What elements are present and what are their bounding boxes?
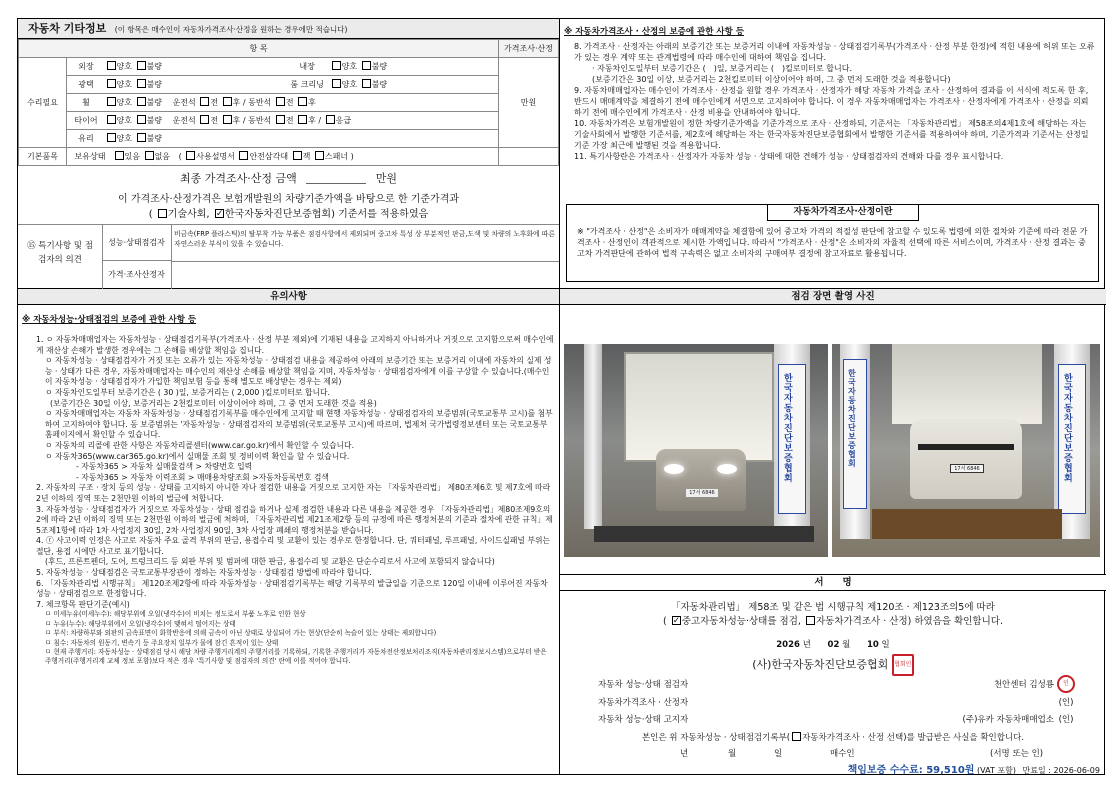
issue-date: 2026 년 02 월 10 일 <box>776 640 890 650</box>
definition-box <box>566 204 1099 282</box>
checkbox[interactable] <box>223 97 232 106</box>
photo-plate: 17서 6846 <box>950 464 984 473</box>
checkbox[interactable] <box>137 115 146 124</box>
checkbox[interactable] <box>332 61 341 70</box>
group-basic: 기본품목 <box>19 148 67 166</box>
box-text: ※ "가격조사 · 산정"은 소비자가 매매계약을 체결함에 있어 중고차 가격의 적절성 판단에 참고할 수 있도록 법령에 의한 절차와 기준에 따라 전문 가격조사 · 산정인이 객관적으로 제시한 가액입니다. 따라서 "가격조사 · 산정"은 소비자의 자율적 선택에 따른 서비스이며, 가격조사 · 산정 결과는 중고차 가격판단에 관하여 법적 구속력은 없고 소비자의 구매여부 결정에 참고자료로 활용됩니다. <box>577 227 1088 258</box>
checkbox[interactable] <box>298 115 307 124</box>
org-seal: 협회인 <box>892 654 914 676</box>
special-label: ⑮ 특기사항 및 점검자의 의견 <box>27 241 93 265</box>
law-line: 「자동차관리법」 제58조 및 같은 법 시행규칙 제120조 · 제123조의5에 따라 <box>671 602 995 613</box>
option-table: 항 목 가격조사·산정 수리필요 외장 양호 불량 내장 양호 불량 만원 광택 양호 불량 룸 크리닝 양호 불량 휠 양호 불량 운전석 전 후 / 동반석 전 후 타이어 양호 불량 운전석 전 후 / 동반석 전 후 / 응급 유리 양호 불량 기본품목 보유상태 있음 없음 ( 사용설명서 안전삼각대 잭 스패너 ) <box>18 39 559 166</box>
section-note: (이 항목은 매수인이 자동차가격조사·산정을 원하는 경우에만 적습니다) <box>114 25 348 34</box>
checkbox[interactable] <box>239 151 248 160</box>
price-inspector-label: 가격·조사산정자 <box>102 261 172 289</box>
checkbox[interactable] <box>137 97 146 106</box>
signature-header: 서 명 <box>560 575 1106 591</box>
price-guarantee-section: ※ 자동차가격조사 · 산정의 보증에 관한 사항 등 8. 가격조사 · 산정자는 아래의 보증기간 또는 보증거리 이내에 자동차성능 · 상태점검기록부(가격조사 · 산정 부분 한정)에 적힌 내용에 허위 또는 오류가 있는 경우 계약 또는 관계법령에 따라 매수인에 대하여 책임을 집니다. · 자동차인도일부터 보증기간은 ( )일, 보증거리는 ( )킬로미터로 합니다. (보증기간은 30일 이상, 보증거리는 2천킬로미터 이상이어야 하며, 그 중 먼저 도래한 것을 적용합니다) 9. 자동차매매업자는 매수인이 가격조사 · 산정을 원할 경우 가격조사 · 산정자가 해당 자동차 가격을 조사 · 산정하여 결과를 이 서식에 적도록 한 후, 반드시 매매계약을 체결하기 전에 매수인에게 서면으로 고지하여야 합니다. 이 경우 자동차매매업자는 가격조사 · 산정자에게 가격조사 · 산정을 의뢰하기 전에 매수인에게 가격조사 · 산정 비용을 안내하여야 합니다. 10. 자동차가격은 보험개발원이 정한 차량기준가액을 기준가격으로 조사 · 산정하되, 기준서는 「자동차관리법」 제58조의4제1호에 해당하는 자는 기술사회에서 발행한 기준서를, 제2호에 해당하는 자는 한국자동차진단보증협회에서 발행한 기준서를 적용하여야 하며, 기준가격과 기준서는 산정일 기준 가장 최근에 발행된 것을 적용합니다. 11. 특기사항란은 가격조사 · 산정자가 자동차 성능 · 상태에 대한 견해가 성능 · 상태점검자의 견해와 다를 경우 표시합니다. 자동차가격조사·산정이란 ※ "가격조사 · 산정"은 소비자가 매매계약을 체결함에 있어 중고차 가격의 적절성 판단에 참고할 수 있도록 법령에 의한 절차와 기준에 따라 전문 가격조사 · 산정인이 객관적으로 제시한 가액입니다. 따라서 "가격조사 · 산정"은 소비자의 자율적 선택에 따른 서비스이며, 가격조사 · 산정 결과는 중고차 가격판단에 관하여 법적 구속력은 없고 소비자의 구매여부 결정에 참고자료로 활용됩니다. <box>560 19 1106 288</box>
checkbox[interactable] <box>107 79 116 88</box>
checkbox[interactable] <box>200 97 209 106</box>
checkbox[interactable] <box>158 209 167 218</box>
final-price-line: 최종 가격조사·산정 금액 만원 <box>179 172 397 185</box>
vehicle-other-info <box>18 19 559 288</box>
receipt-line: 본인은 위 자동차성능 · 상태점검기록부( 자동차가격조사 · 산정 선택)를 발급받은 사실을 확인합니다. <box>641 733 1025 743</box>
checkbox[interactable] <box>223 115 232 124</box>
photo-plate: 17서 6846 <box>686 489 718 497</box>
checkbox[interactable] <box>137 79 146 88</box>
checkbox[interactable] <box>107 61 116 70</box>
checkbox[interactable] <box>276 115 285 124</box>
checkbox[interactable] <box>137 61 146 70</box>
checkbox[interactable] <box>200 115 209 124</box>
notes-title: ※ 자동차성능·상태점검의 보증에 관한 사항 등 <box>22 315 197 325</box>
col-price: 가격조사·산정 <box>499 40 559 58</box>
fee-line: 책임보증 수수료: 59,510원 (VAT 포함) 만료일 : 2026-06-09 <box>847 765 1100 776</box>
inspection-photo-rear <box>832 344 1100 557</box>
checkbox[interactable] <box>107 97 116 106</box>
photo-section <box>560 289 1106 574</box>
checkbox-checked[interactable] <box>215 209 224 218</box>
group-repair: 수리필요 <box>19 58 67 148</box>
checkbox[interactable] <box>362 79 371 88</box>
basis-text: 이 가격조사·산정가격은 보험개발원의 차량기준가액을 바탕으로 한 기준가격과 ( 기술사회, ✓ 한국자동차진단보증협회) 기준서를 적용하였음 <box>18 192 559 222</box>
perf-text: 비금속(FRP 플라스틱)의 탈부착 가능 부품은 점검사항에서 제외되며 중고차 특성 상 부분적인 판금,도색 및 차량의 노후화에 따른 자연스러운 부식이 있을 수 있습니다. <box>174 230 555 248</box>
checkbox[interactable] <box>326 115 335 124</box>
notes-header: 유의사항 <box>18 289 559 305</box>
section-title: ※ 자동차가격조사 · 산정의 보증에 관한 사항 등 <box>564 27 745 37</box>
photo-sign: 한국자동차진단보증협회 <box>848 369 856 468</box>
checkbox[interactable] <box>107 115 116 124</box>
section-title: 자동차 기타정보 <box>28 22 107 35</box>
notes-section: 유의사항 ※ 자동차성능·상태점검의 보증에 관한 사항 등 1. ㅇ 자동차매매업자는 자동차성능 · 상태점검기록부(가격조사 · 산정 부분 제외)에 기재된 내용을 고지하지 아니하거나 거짓으로 고지함으로써 매수인에게 재산상 손해가 발생한 경우에는 그 손해를 배상할 책임을 집니다. ㅇ 자동차성능 · 상태점검자가 거짓 또는 오류가 있는 자동차성능 · 상태점검 내용을 제공하여 아래의 보증기간 또는 보증거리 이내에 자동차의 실제 성능 · 상태가 다른 경우, 자동차매매업자는 매수인의 재산상 손해를 배상할 책임을 지며, 자동차성능 · 상태점검자에게 이를 구상할 수 있습니다.(매수인이 자동차성능 · 상태점검자가 가입한 책임보험 등을 통해 별도로 배상받는 경우는 제외) ㅇ 자동차인도일부터 보증기간은 ( 30 )일, 보증거리는 ( 2,000 )킬로미터로 합니다. (보증기간은 30일 이상, 보증거리는 2천킬로미터 이상이어야 하며, 그 중 먼저 도래한 것을 적용) ㅇ 자동차매매업자는 자동차 자동차성능 · 상태점검기록부를 매수인에게 고지할 때 현행 자동차성능 · 상태점검자의 보증범위(국토교통부 고시)를 첨부하여 고지하여야 합니다. 동 보증범위는 '자동차성능 · 상태점검자의 보증범위(국토교통부 고시)에 따르며, 법제처 국가법령정보센터 또는 국토교통부 홈페이지에서 확인할 수 있습니다. ㅇ 자동차의 리콜에 관한 사항은 자동차리콜센터(www.car.go.kr)에서 확인할 수 있습니다. ㅇ 자동차365(www.car365.go.kr)에서 실매물 조회 및 정비이력 확인을 할 수 있습니다. - 자동차365 > 자동차 실매물검색 > 차량번호 입력 - 자동차365 > 자동차 이력조회 > 매매용차량조회 >자동차등록번호 검색 2. 자동차의 구조 · 장치 등의 성능 · 상태를 고지하지 아니한 자나 점검한 내용을 거짓으로 고지한 자는 「자동차관리법」 제80조제6호 및 제7호에 따라 2년 이하의 징역 또는 2천만원 이하의 벌금에 처합니다. 3. 자동차성능 · 상태점검자가 거짓으로 자동차성능 · 상태 점검을 하거나 실제 점검한 내용과 다른 내용을 제공한 경우 「자동차관리법」제80조제9호의2에 따라 2년 이하의 징역 또는 2천만원 이하의 벌금에 처하며, 「자동차관리법 제21조제2항 등의 규정에 따른 행정처분의 기준과 절차에 관한 규칙」제5조제1항에 따라 1차 사업정지 30일, 2차 사업정지 90일, 3차 사업장 폐쇄의 행정처분을 받습니다. 4. ⓡ 사고이력 인정은 사고로 자동차 주요 골격 부위의 판금, 용접수리 및 교환이 있는 경우로 한정합니다. 단, 쿼터패널, 루프패널, 사이드실패널 부위는 절단, 용접 시에만 사고로 표기합니다. (후드, 프론트펜더, 도어, 트렁크리드 등 외판 부위 및 범퍼에 대한 판금, 용접수리 및 교환은 단순수리로서 사고에 포함되지 않습니다) 5. 자동차성능 · 상태점검은 국토교통부장관이 정하는 자동차성능 · 상태점검 방법에 따라야 합니다. 6. 「자동차관리법 시행규칙」 제120조제2항에 따라 자동차성능 · 상태점검기록부는 해당 기록부의 발급일을 기준으로 120일 이내에 이루어진 자동차 성능 · 상태점검으로 한정합니다. 7. 체크항목 판단기준(예시) ㅁ 미세누유(미세누수): 해당부위에 오일(냉각수)이 비치는 정도로서 부품 노후로 인한 현상 ㅁ 누유(누수): 해당부위에서 오일(냉각수)이 맺혀서 떨어지는 상태 ㅁ 부식: 차량하부와 외판의 금속표면이 화학반응에 의해 금속이 아닌 상태로 상실되어 가는 현상(단순히 녹슬어 있는 상태는 제외합니다) ㅁ 침수: 자동차의 원동기, 변속기 등 주요장치 일부가 물에 잠긴 흔적이 있는 상태 ㅁ 현재 주행거리: 자동차성능 · 상태점검 당시 해당 차량 주행거리계의 주행거리를 기록하되, 기록한 주행거리가 자동차전산정보처리조직(자동차관리정보시스템)으로부터 받은 주행거리(주행거리계 교체 정보 포함)보다 적은 경우 '특기사항 및 점검자의 의견' 란에 이를 적어야 합니다. <box>18 289 559 776</box>
checkbox[interactable] <box>137 133 146 142</box>
checkbox[interactable] <box>315 151 324 160</box>
photo-header: 점검 장면 촬영 사진 <box>560 289 1106 305</box>
checkbox[interactable] <box>298 97 307 106</box>
checkbox[interactable] <box>806 616 815 625</box>
checkbox[interactable] <box>362 61 371 70</box>
photo-sign: 한국자동차진단보증협회 <box>1064 374 1073 484</box>
checkbox[interactable] <box>293 151 302 160</box>
checkbox-checked[interactable] <box>672 616 681 625</box>
price-unit: 만원 <box>499 58 559 148</box>
inspector-seal: 인 <box>1057 675 1075 693</box>
signer-table: 자동차 성능·상태 점검자 천안센터 김성룡 인 자동차가격조사 · 산정자 (인) 자동차 성능·상태 고지자 (주)유카 자동차매매업소 (인) <box>598 675 1078 727</box>
inspection-photo-front <box>564 344 828 557</box>
checkbox[interactable] <box>145 151 154 160</box>
issuer-org: (사)한국자동차진단보증협회 협회인 <box>560 654 1106 676</box>
perf-label: 성능·상태점검자 <box>102 225 172 261</box>
checkbox[interactable] <box>186 151 195 160</box>
col-item: 항 목 <box>19 40 499 58</box>
checkbox[interactable] <box>792 732 801 741</box>
document-page <box>17 18 1105 775</box>
signature-section: 서 명 「자동차관리법」 제58조 및 같은 법 시행규칙 제120조 · 제123조의5에 따라 ( ✓중고자동차성능·상태를 점검, 자동차가격조사 · 산정) 하였음을 확인합니다. 2026 년 02 월 10 일 (사)한국자동차진단보증협회 협회인 자동차 성능·상태 점검자 천안센터 김성룡 인 자동차가격조사 · 산정자 (인) 자동차 성능·상태 고지자 (주)유카 자동차매매업소 (인) 본인은 위 자동차성능 · 상태점검기록부( 자동차가격조사 · 산정 선택)를 발급받은 사실을 확인합니다. 년 월 일 매수인 (서명 또는 인) 책임보증 수수료: 59,510원 (VAT 포함) 만료일 : 2026-06-09 <box>560 575 1106 776</box>
checkbox[interactable] <box>115 151 124 160</box>
checkbox[interactable] <box>107 133 116 142</box>
checkbox[interactable] <box>276 97 285 106</box>
photo-sign: 한국자동차진단보증협회 <box>784 374 793 484</box>
checkbox[interactable] <box>332 79 341 88</box>
box-title: 자동차가격조사·산정이란 <box>767 204 919 221</box>
